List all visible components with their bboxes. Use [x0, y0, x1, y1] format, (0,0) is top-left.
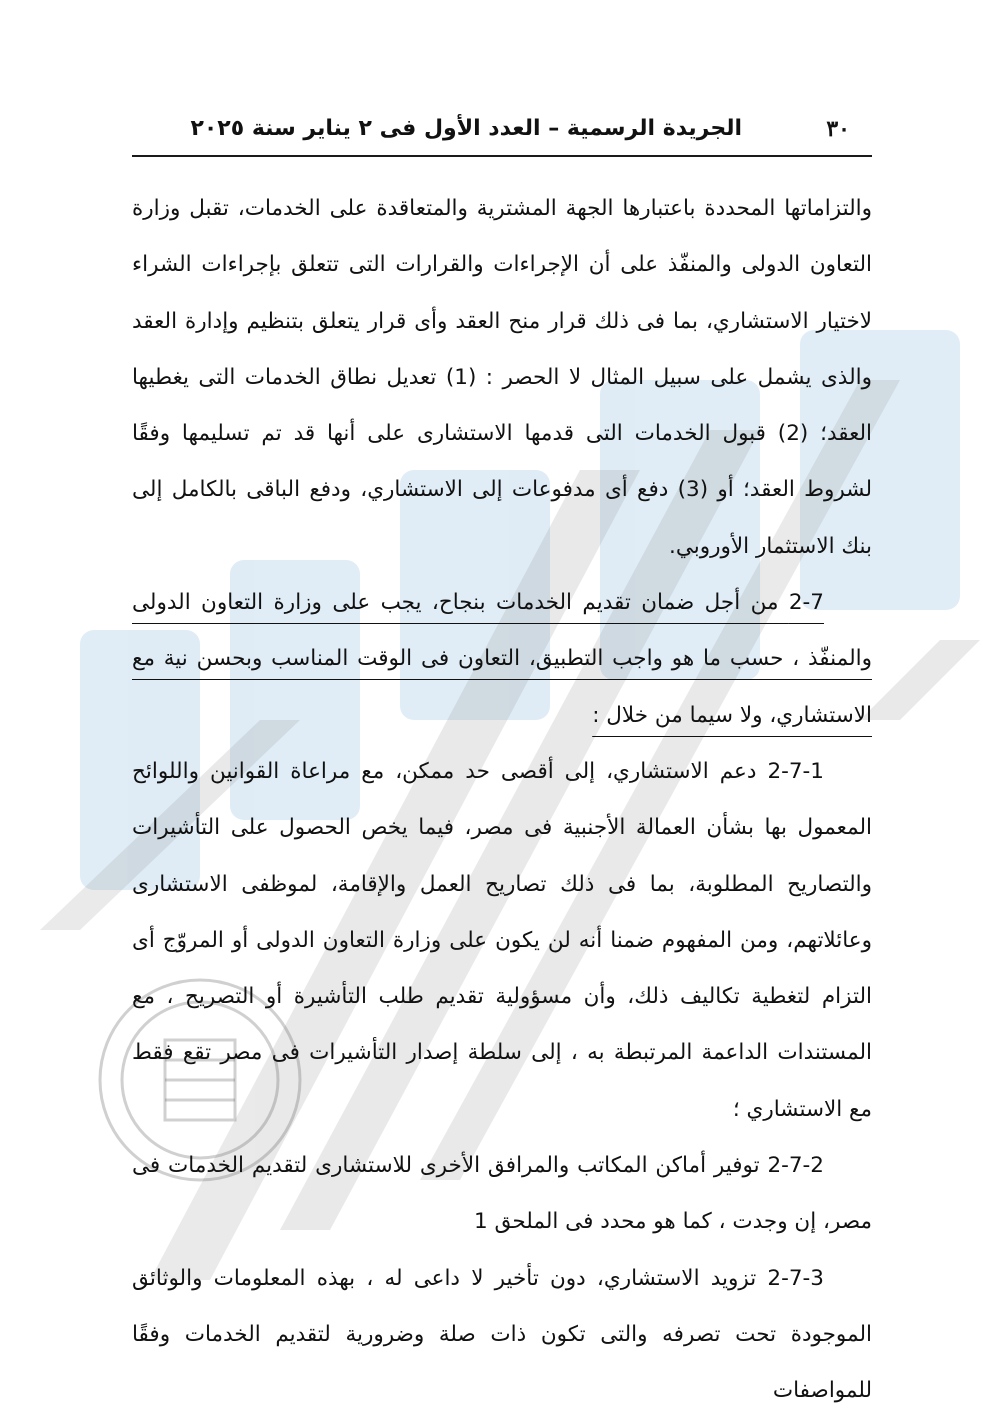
paragraph-text: تزويد الاستشاري، دون تأخير لا داعى له ، بهذه المعلومات والوثائق الموجودة تحت تصرفه والتى تكون ذات صلة وضرورية لتقديم الخدمات وفقًا للمواصفات	[132, 1265, 872, 1404]
paragraph-text: من أجل ضمان تقديم الخدمات بنجاح، يجب على وزارة التعاون الدولى والمنفّذ ، حسب ما هو واجب التطبيق، التعاون فى الوقت المناسب وبحسن نية مع الاستشاري، ولا سيما من خلال :	[132, 590, 872, 728]
page-number: ٣٠	[826, 116, 850, 142]
paragraph-2-7	[132, 575, 872, 744]
clause-number: 2-7	[788, 590, 824, 616]
paragraph-text: توفير أماكن المكاتب والمرافق الأخرى للاستشارى لتقديم الخدمات فى مصر، إن وجدت ، كما هو محدد فى الملحق 1	[132, 1153, 872, 1235]
document-body	[132, 181, 872, 1420]
paragraph-1	[132, 181, 872, 575]
paragraph-text: دعم الاستشاري، إلى أقصى حد ممكن، مع مراعاة القوانين واللوائح المعمول بها بشأن العمالة الأجنبية فى مصر، فيما يخص الحصول على التأشيرات والتصاريح المطلوبة، بما فى ذلك تصاريح العمل والإقامة، لموظفى الاستشارى وعائلاتهم، ومن المفهوم ضمنا أنه لن يكون على وزارة التعاون الدولى أو المروّج أى التزام لتغطية تكاليف ذلك، وأن مسؤولية تقديم طلب التأشيرة أو التصريح ، مع المستندات الداعمة المرتبطة به ، إلى سلطة إصدار التأشيرات فى مصر تقع فقط مع الاستشاري ؛	[132, 758, 872, 1122]
header-divider	[132, 155, 872, 157]
paragraph-2-7-1	[132, 744, 872, 1138]
paragraph-2-7-2	[132, 1138, 872, 1251]
page-header	[132, 112, 872, 152]
clause-number: 2-7-1	[767, 758, 824, 784]
clause-number: 2-7-3	[767, 1265, 824, 1291]
paragraph-2-7-3	[132, 1251, 872, 1420]
running-title: الجريدة الرسمية – العدد الأول فى ٢ يناير سنة ٢٠٢٥	[190, 116, 742, 141]
clause-number: 2-7-2	[767, 1153, 824, 1179]
paragraph-text: والتزاماتها المحددة باعتبارها الجهة المشترية والمتعاقدة على الخدمات، تقبل وزارة التعاون الدولى والمنفّذ على أن الإجراءات والقرارات التى تتعلق بإجراءات الشراء لاختيار الاستشاري، بما فى ذلك قرار منح العقد وأى قرار يتعلق بتنظيم وإدارة العقد والذى يشمل على سبيل المثال لا الحصر : (1) تعديل نطاق الخدمات التى يغطيها العقد؛ (2) قبول الخدمات التى قدمها الاستشارى على أنها قد تم تسليمها وفقًا لشروط العقد؛ أو (3) دفع أى مدفوعات إلى الاستشاري، ودفع الباقى بالكامل إلى بنك الاستثمار الأوروبي.	[132, 196, 872, 559]
